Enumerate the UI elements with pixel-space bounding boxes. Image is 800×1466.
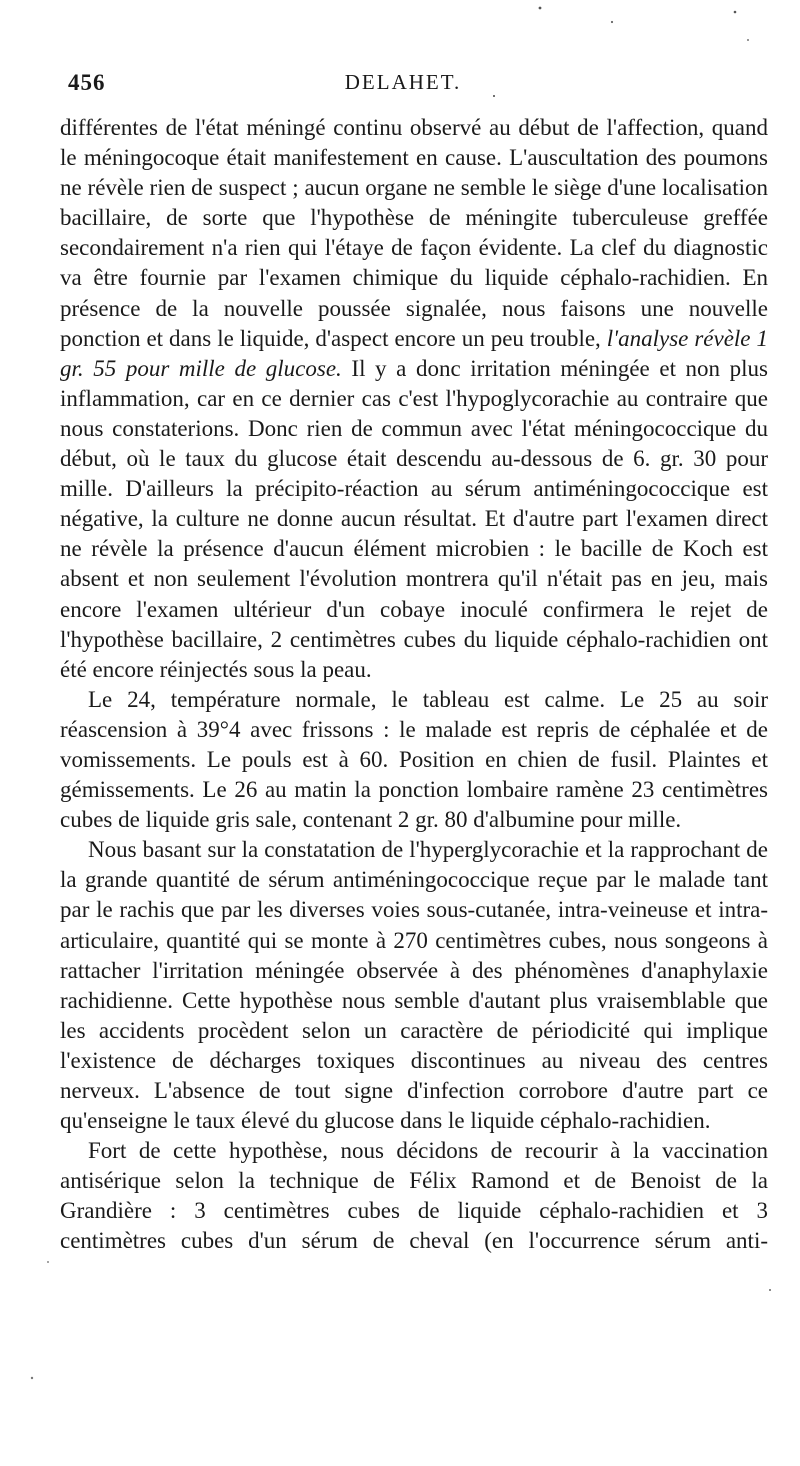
- text-run: Fort de cette hypothèse, nous décidons de recourir à la vaccination antisérique selon la technique de Félix Ramond et de Benoist de la Grandière : 3 centimètres cubes de liquide céphalo-rachidien et 3 centimètres cubes d'un sérum de cheval (en l'occurrence sérum anti-: [60, 1138, 768, 1254]
- text-run-italic: l'analyse révèle 1 gr. 55 pour mille de glucose.: [60, 325, 768, 381]
- page-header: [68, 70, 738, 104]
- text-run: différentes de l'état méningé continu observé au début de l'affection, quand le méningocoque était manifestement en cause. L'auscultation des poumons ne révèle rien de suspect ; aucun organe ne semble le siège d'une localisation bacillaire, de sorte que l'hypothèse de méningite tuberculeuse greffée secondairement n'a rien qui l'étaye de façon évidente. La clef du diagnostic va être fournie par l'examen chimique du liquide céphalo-rachidien. En présence de la nouvelle poussée signalée, nous faisons une nouvelle ponction et dans le liquide, d'aspect encore un peu trouble,: [60, 115, 768, 351]
- text-run: Il y a donc irritation méningée et non plus inflammation, car en ce dernier cas c'est l'hypoglycorachie au contraire que nous constaterions. Donc rien de commun avec l'état méningococcique du début, où le taux du glucose était descendu au-dessous de 6. gr. 30 pour mille. D'ailleurs la précipito-réaction au sérum antiméningococcique est négative, la culture ne donne aucun résultat. Et d'autre part l'examen direct ne révèle la présence d'aucun élément microbien : le bacille de Koch est absent et non seulement l'évolution montrera qu'il n'était pas en jeu, mais encore l'examen ultérieur d'un cobaye inoculé confirmera le rejet de l'hypothèse bacillaire, 2 centimètres cubes du liquide céphalo-rachidien ont été encore réinjectés sous la peau.: [60, 355, 768, 682]
- paragraph-3: [60, 835, 768, 1136]
- page-number: 456: [68, 70, 106, 95]
- paragraph-4: [60, 1136, 768, 1256]
- running-head: DELAHET.: [344, 70, 462, 94]
- text-run: Le 24, température normale, le tableau est calme. Le 25 au soir réascension à 39°4 avec frissons : le malade est repris de céphalée et de vomissements. Le pouls est à 60. Position en chien de fusil. Plaintes et gémissements. Le 26 au matin la ponction lombaire ramène 23 centimètres cubes de liquide gris sale, contenant 2 gr. 80 d'albumine pour mille.: [60, 686, 768, 833]
- text-run: Nous basant sur la constatation de l'hyperglycorachie et la rapprochant de la grande quantité de sérum antiméningococcique reçue par le malade tant par le rachis que par les diverses voies sous-cutanée, intra-veineuse et intra-articulaire, quantité qui se monte à 270 centimètres cubes, nous songeons à rattacher l'irritation méningée observée à des phénomènes d'anaphylaxie rachidienne. Cette hypothèse nous semble d'autant plus vraisemblable que les accidents procèdent selon un caractère de périodicité qui implique l'existence de décharges toxiques discontinues au niveau des centres nerveux. L'absence de tout signe d'infection corrobore d'autre part ce qu'enseigne le taux élevé du glucose dans le liquide céphalo-rachidien.: [60, 837, 768, 1134]
- paragraph-1: [60, 113, 768, 685]
- body-text: [60, 113, 768, 1257]
- paragraph-2: [60, 685, 768, 835]
